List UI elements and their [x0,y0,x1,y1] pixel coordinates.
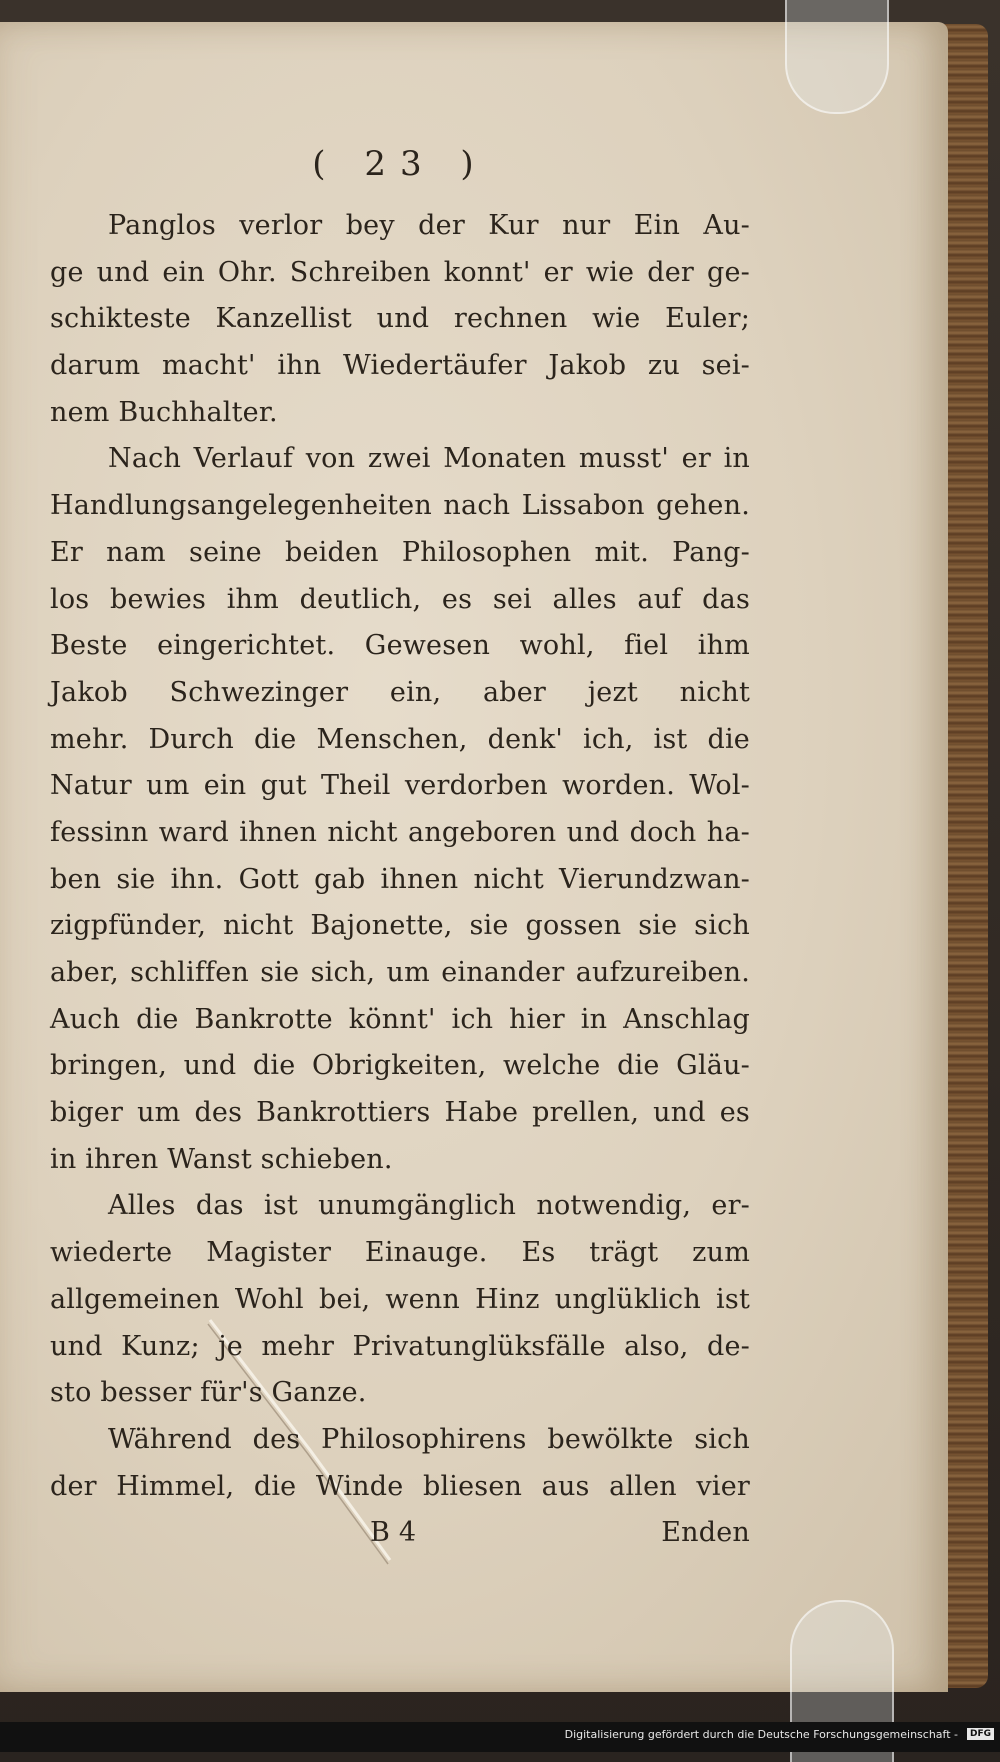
credit-text: Digitalisierung gefördert durch die Deutsche Forschungsgemeinschaft - [564,1728,958,1741]
text-line: Nach Verlauf von zwei Monaten musst' er in [108,443,750,475]
text-line: ge und ein Ohr. Schreiben konnt' er wie der ge- [50,256,750,288]
text-line: Auch die Bankrotte könnt' ich hier in Anschlag [50,1003,750,1035]
text-line: los bewies ihm deutlich, es sei alles auf das [50,583,750,615]
text-line: darum macht' ihn Wiedertäufer Jakob zu sei- [50,350,750,382]
text-line: schikteste Kanzellist und rechnen wie Euler; [50,303,750,335]
text-line: und Kunz; je mehr Privatunglüksfälle also, de- [50,1330,750,1362]
text-line: mehr. Durch die Menschen, denk' ich, ist die [50,723,750,755]
text-line: der Himmel, die Winde bliesen aus allen vier [50,1470,750,1502]
text-line: wiederte Magister Einauge. Es trägt zum [50,1237,750,1269]
text-line: Beste eingerichtet. Gewesen wohl, fiel ihm [50,630,750,662]
text-line: Alles das ist unumgänglich notwendig, er- [108,1190,750,1222]
signature-mark: B 4 [370,1517,417,1549]
text-line: allgemeinen Wohl bei, wenn Hinz unglüklich ist [50,1283,750,1315]
text-line: in ihren Wanst schieben. [50,1143,393,1175]
text-line: Während des Philosophirens bewölkte sich [108,1423,750,1455]
text-line: sto besser für's Ganze. [50,1377,367,1409]
text-line: Jakob Schwezinger ein, aber jezt nicht [50,676,750,708]
page-number: ( 23 ) [312,144,488,184]
text-line: Er nam seine beiden Philosophen mit. Pang- [50,536,750,568]
text-line: biger um des Bankrottiers Habe prellen, und es [50,1097,750,1129]
text-line: Panglos verlor bey der Kur nur Ein Au- [108,210,750,241]
text-line: ben sie ihn. Gott gab ihnen nicht Vierundzwan- [50,863,750,895]
text-line: Handlungsangelegenheiten nach Lissabon gehen. [50,490,750,522]
page-footer-line [50,1510,750,1557]
catchword: Enden [661,1517,750,1549]
text-line: nem Buchhalter. [50,396,278,428]
page-text [50,125,750,1557]
text-line: fessinn ward ihnen nicht angeboren und doch ha- [50,816,750,848]
text-line: bringen, und die Obrigkeiten, welche die Gläu- [50,1050,750,1082]
glass-clip-top [785,0,889,114]
dfg-logo: DFG [967,1728,994,1740]
text-line: aber, schliffen sie sich, um einander aufzureiben. [50,957,750,988]
digitization-credit-bar [0,1722,1000,1752]
text-line: Natur um ein gut Theil verdorben worden. Wol- [50,770,750,802]
text-line: zigpfünder, nicht Bajonette, sie gossen sie sich [50,910,750,942]
